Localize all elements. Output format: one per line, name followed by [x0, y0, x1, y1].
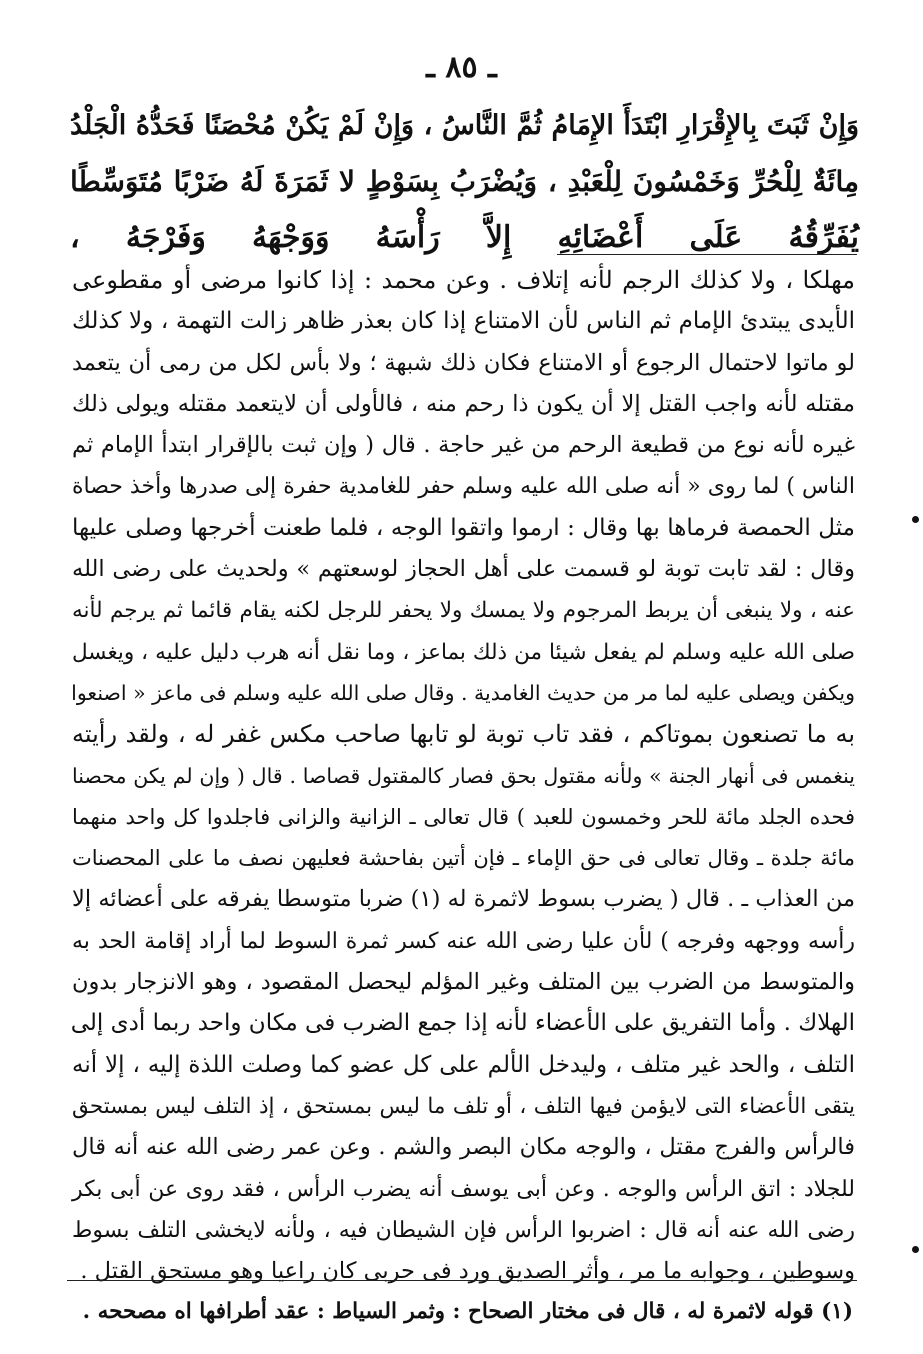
commentary-line: وسوطين ، وجوابه ما مر ، وأثر الصديق ورد فى حربى كان راعيا وهو مستحق القتل . [80, 1258, 855, 1285]
commentary-line: الأيدى يبتدئ الإمام ثم الناس لأن الامتناع إذا كان بعذر ظاهر زالت التهمة ، ولا كذلك [72, 308, 855, 335]
commentary-line: رضى الله عنه أنه قال : اضربوا الرأس فإن الشيطان فيه ، ولأنه لايخشى التلف بسوط [72, 1217, 855, 1243]
commentary-line: به ما تصنعون بموتاكم ، فقد تاب توبة لو تابها صاحب مكس غفر له ، ولقد رأيته [72, 720, 855, 749]
commentary-line: فالرأس والفرج مقتل ، والوجه مكان البصر والشم . وعن عمر رضى الله عنه أنه قال [72, 1134, 855, 1161]
commentary-line: وقال : لقد تابت توبة لو قسمت على أهل الحجاز لوسعتهم » ولحديث على رضى الله [72, 556, 855, 583]
commentary-line: مائة جلدة ـ وقال تعالى فى حق الإماء ـ فإن أتين بفاحشة فعليهن نصف ما على المحصنات [72, 846, 855, 871]
commentary-line: مقتله لأنه واجب القتل إلا أن يكون ذا رحم منه ، فالأولى أن لايتعمد مقتله ويولى ذلك [72, 390, 855, 417]
footnote: (١) قوله لاثمرة له ، قال فى مختار الصحاح : وثمر السياط : عقد أطرافها اه مصححه . [82, 1299, 853, 1324]
commentary-line: لو ماتوا لاحتمال الرجوع أو الامتناع فكان ذلك شبهة ؛ ولا بأس لكل من رمى أن يتعمد [72, 349, 855, 376]
commentary-line: مهلكا ، ولا كذلك الرجم لأنه إتلاف . وعن محمد : إذا كانوا مرضى أو مقطوعى [72, 266, 855, 294]
commentary-line: ينغمس فى أنهار الجنة » ولأنه مقتول بحق فصار كالمقتول قصاصا . قال ( وإن لم يكن محصنا [72, 763, 855, 788]
commentary-line: مثل الحمصة فرماها بها وقال : ارموا واتقوا الوجه ، فلما طعنت أخرجها وصلى عليها [72, 514, 855, 541]
separator-rule [557, 254, 857, 255]
margin-mark [912, 516, 919, 523]
commentary-line: يتقى الأعضاء التى لايؤمن فيها التلف ، أو تلف ما ليس بمستحق ، إذ التلف ليس بمستحق [72, 1093, 855, 1119]
commentary-line: فحده الجلد مائة للحر وخمسون للعبد ) قال تعالى ـ الزانية والزانى فاجلدوا كل واحد منهما [72, 804, 855, 829]
commentary-line: رأسه ووجهه وفرجه ) لأن عليا رضى الله عنه كسر ثمرة السوط لما أراد إقامة الحد به [72, 928, 855, 954]
commentary-line: عنه ، ولا ينبغى أن يربط المرجوم ولا يمسك ولا يحفر للرجل لكنه يقام قائما ثم يرجم لأنه [72, 598, 855, 624]
main-text-line: مِائَةٌ لِلْحُرِّ وَخَمْسُونَ لِلْعَبْدِ ، وَيُضْرَبُ بِسَوْطٍ لا ثَمَرَةَ لَهُ ضَرْبًا مُتَوَسِّطًا [70, 165, 859, 198]
page-number: ـ ٨٥ ـ [426, 50, 497, 85]
commentary-line: ويكفن ويصلى عليه لما مر من حديث الغامدية . وقال صلى الله عليه وسلم فى ماعز « اصنعوا [71, 680, 855, 705]
commentary-line: غيره لأنه نوع من قطيعة الرحم من غير حاجة . قال ( وإن ثبت بالإقرار ابتدأ الإمام ثم [72, 432, 855, 459]
commentary-line: التلف ، والحد غير متلف ، وليدخل الألم على كل عضو كما وصلت اللذة إليه ، إلا أنه [72, 1051, 855, 1078]
commentary-line: صلى الله عليه وسلم لم يفعل شيئا من ذلك بماعز ، وما نقل أنه هرب دليل عليه ، ويغسل [72, 639, 855, 665]
main-text-line: يُفَرِّقُهُ عَلَى أَعْضَائِهِ إِلاَّ رَأْسَهُ وَوَجْهَهُ وَفَرْجَهُ ، [70, 220, 859, 255]
main-text [70, 98, 859, 266]
margin-mark [912, 1246, 919, 1253]
commentary-line: من العذاب ـ . قال ( يضرب بسوط لاثمرة له (١) ضربا متوسطا يفرقه على أعضائه إلا [72, 886, 855, 913]
commentary-text [72, 260, 855, 1292]
main-text-line: وَإِنْ ثَبَتَ بِالإِقْرَارِ ابْتَدَأَ الإِمَامُ ثُمَّ النَّاسُ ، وَإِنْ لَمْ يَكُنْ مُحْصَنًا فَحَدُّهُ الْجَلْدُ [70, 110, 859, 141]
commentary-line: للجلاد : اتق الرأس والوجه . وعن أبى يوسف أنه يضرب الرأس ، فقد روى عن أبى بكر [72, 1176, 855, 1202]
commentary-line: الناس ) لما روى « أنه صلى الله عليه وسلم حفر للغامدية حفرة إلى صدرها وأخذ حصاة [72, 474, 855, 500]
commentary-line: الهلاك . وأما التفريق على الأعضاء لأنه إذا جمع الضرب فى مكان واحد ربما أدى إلى [70, 1010, 855, 1037]
footnote-rule [67, 1280, 857, 1281]
commentary-line: والمتوسط من الضرب بين المتلف وغير المؤلم ليحصل المقصود ، وهو الانزجار بدون [72, 969, 855, 996]
